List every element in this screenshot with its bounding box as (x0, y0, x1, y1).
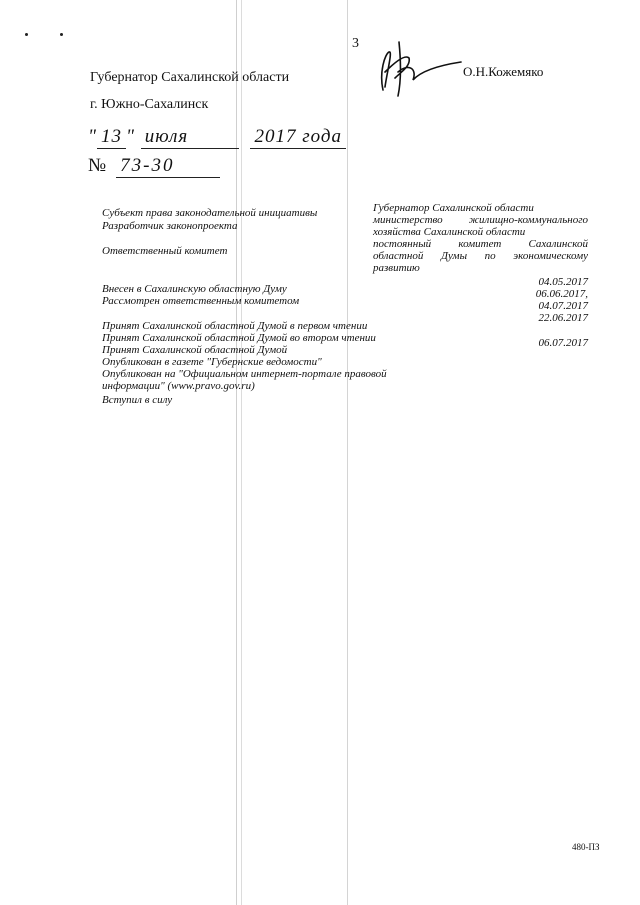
number-value: 73-30 (116, 155, 220, 178)
date-day: 13 (97, 126, 126, 149)
date-quote-close: " (125, 126, 135, 147)
field-published-gazette-label: Опубликован в газете "Губернские ведомости" (102, 356, 322, 368)
field-published-portal-label-cont: информации" (www.pravo.gov.ru) (102, 380, 255, 392)
field-developer-value: министерство жилищно-коммунального хозяйства Сахалинской области (373, 214, 588, 238)
field-adopted-label: Принят Сахалинской областной Думой (102, 344, 288, 356)
field-published-portal-label: Опубликован на "Официальном интернет-портале правовой (102, 368, 387, 380)
scan-speck (25, 33, 28, 36)
document-code: 480-ПЗ (572, 842, 600, 852)
date-first-reading: 22.06.2017 (538, 312, 588, 324)
city: г. Южно-Сахалинск (90, 97, 209, 112)
date-second-reading: 06.07.2017 (538, 337, 588, 349)
date-reviewed-1: 06.06.2017, (535, 288, 588, 300)
field-committee-label: Ответственный комитет (102, 245, 228, 257)
number-label: № (88, 155, 107, 176)
date-year: 2017 года (250, 126, 346, 149)
field-first-reading-label: Принят Сахалинской областной Думой в первом чтении (102, 320, 368, 332)
signature (365, 32, 465, 100)
date-quote-open: " (88, 126, 97, 147)
scan-speck (60, 33, 63, 36)
field-subject-label: Субъект права законодательной инициативы (102, 207, 318, 219)
field-reviewed-label: Рассмотрен ответственным комитетом (102, 295, 300, 307)
field-in-force-label: Вступил в силу (102, 394, 173, 406)
field-committee-value: постоянный комитет Сахалинской областной Думы по экономическому развитию (373, 238, 588, 274)
field-subject-value: Губернатор Сахалинской области (373, 202, 534, 214)
date-line (88, 126, 346, 149)
page-number: 3 (352, 36, 359, 51)
date-reviewed-2: 04.07.2017 (538, 300, 588, 312)
field-second-reading-label: Принят Сахалинской областной Думой во втором чтении (102, 332, 376, 344)
number-line (88, 155, 220, 178)
field-developer-label: Разработчик законопроекта (102, 220, 238, 232)
date-introduced: 04.05.2017 (538, 276, 588, 288)
scan-fold-line (347, 0, 348, 905)
date-month: июля (141, 126, 239, 149)
governor-title: Губернатор Сахалинской области (90, 70, 290, 85)
field-introduced-label: Внесен в Сахалинскую областную Думу (102, 283, 287, 295)
governor-name: О.Н.Кожемяко (463, 64, 544, 79)
